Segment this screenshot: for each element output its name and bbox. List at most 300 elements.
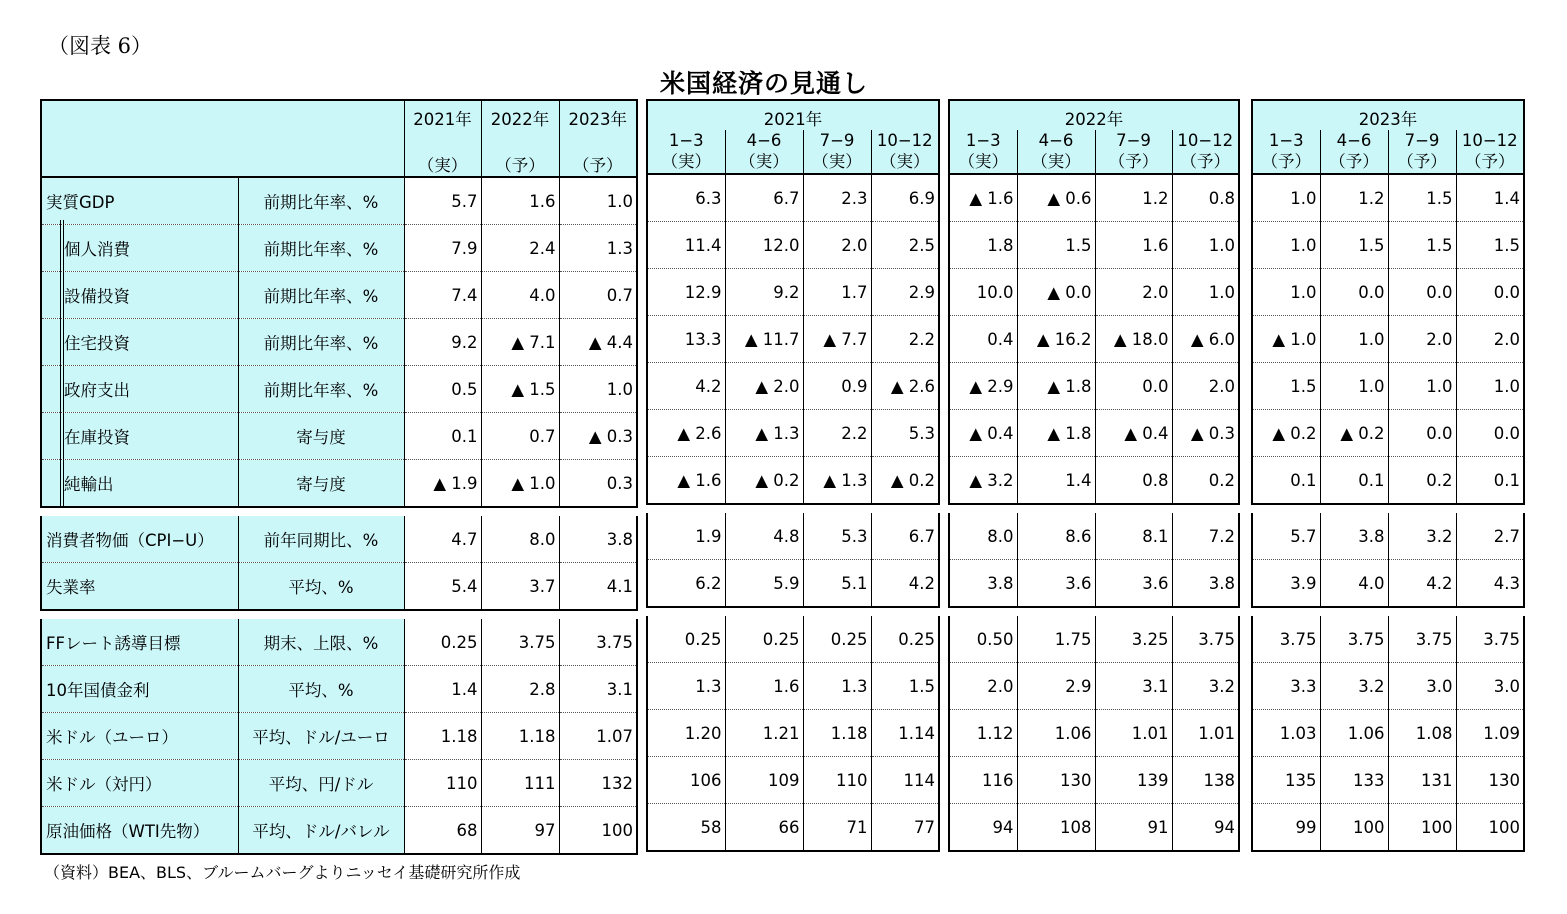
table-row — [949, 363, 1239, 410]
annual-value-cell: 0.3 — [559, 460, 637, 508]
row-label: 在庫投資 — [41, 413, 238, 460]
annual-value-cell: ▲ 7.1 — [481, 319, 559, 366]
quarter-value-cell: ▲ 0.4 — [1095, 410, 1172, 457]
quarter-value-cell: 1.5 — [1320, 222, 1388, 269]
annual-year-label: 2021年 — [413, 110, 472, 129]
quarter-value-cell: 100 — [1388, 804, 1456, 852]
quarter-value-cell: 94 — [949, 804, 1017, 852]
quarter-value-cell: 0.0 — [1320, 269, 1388, 316]
quarter-value-cell: 1.2 — [1095, 174, 1172, 222]
quarter-value-cell: 1.9 — [647, 513, 725, 560]
quarter-value-cell: 1.03 — [1252, 710, 1320, 757]
quarter-status: （予） — [1465, 152, 1515, 171]
row-unit: 寄与度 — [238, 460, 404, 508]
annual-value-cell: 100 — [559, 807, 637, 855]
quarter-value-cell: 139 — [1095, 757, 1172, 804]
quarter-value-cell: 1.06 — [1320, 710, 1388, 757]
quarter-value-cell: 8.1 — [1095, 513, 1172, 560]
quarter-status: （実） — [739, 152, 789, 171]
quarter-value-cell: 6.9 — [871, 174, 939, 222]
row-unit: 平均、円/ドル — [238, 760, 404, 807]
quarter-value-cell: 1.3 — [647, 663, 725, 710]
quarter-value-cell: 130 — [1456, 757, 1524, 804]
quarter-value-cell: 3.2 — [1172, 663, 1239, 710]
quarter-value-cell: ▲ 0.6 — [1017, 174, 1095, 222]
quarter-value-cell: 1.01 — [1095, 710, 1172, 757]
annual-value-cell: 5.7 — [404, 177, 481, 225]
table-row — [647, 663, 939, 710]
annual-value-cell: 1.07 — [559, 713, 637, 760]
quarter-value-cell: 8.0 — [949, 513, 1017, 560]
quarter-value-cell: 7.2 — [1172, 513, 1239, 560]
quarter-value-cell: 1.0 — [1172, 269, 1239, 316]
annual-value-cell: ▲ 4.4 — [559, 319, 637, 366]
quarter-value-cell: 100 — [1320, 804, 1388, 852]
annual-table — [40, 99, 638, 855]
table-row — [647, 457, 939, 505]
quarter-value-cell: 0.4 — [949, 316, 1017, 363]
quarter-value-cell: ▲ 1.6 — [647, 457, 725, 505]
table-row — [949, 174, 1239, 222]
table-row — [647, 363, 939, 410]
annual-header-0 — [404, 100, 481, 177]
annual-value-cell: 111 — [481, 760, 559, 807]
quarter-status: （実） — [958, 152, 1008, 171]
quarter-value-cell: 0.50 — [949, 616, 1017, 663]
table-row — [949, 560, 1239, 608]
quarter-value-cell: 1.7 — [803, 269, 871, 316]
annual-value-cell: 1.4 — [404, 666, 481, 713]
quarter-value-cell: 5.1 — [803, 560, 871, 608]
quarter-value-cell: 8.6 — [1017, 513, 1095, 560]
table-row — [1252, 174, 1524, 222]
quarter-value-cell: 9.2 — [725, 269, 803, 316]
row-unit: 平均、ドル/ユーロ — [238, 713, 404, 760]
table-row — [949, 757, 1239, 804]
table-row — [41, 460, 637, 508]
quarter-value-cell: 6.7 — [725, 174, 803, 222]
quarter-value-cell: 100 — [1456, 804, 1524, 852]
quarter-value-cell: ▲ 0.2 — [871, 457, 939, 505]
table-row — [1252, 410, 1524, 457]
quarter-value-cell: 1.01 — [1172, 710, 1239, 757]
annual-value-cell: 97 — [481, 807, 559, 855]
quarter-value-cell: 2.0 — [1456, 316, 1524, 363]
quarter-value-cell: ▲ 1.8 — [1017, 363, 1095, 410]
quarter-value-cell: 1.5 — [871, 663, 939, 710]
annual-value-cell: 0.1 — [404, 413, 481, 460]
quarter-value-cell: 3.2 — [1388, 513, 1456, 560]
quarter-value-cell: 5.3 — [803, 513, 871, 560]
table-row — [41, 177, 637, 225]
table-row — [949, 457, 1239, 505]
quarter-value-cell: ▲ 1.3 — [725, 410, 803, 457]
annual-value-cell: 0.7 — [559, 272, 637, 319]
quarter-value-cell: ▲ 1.3 — [803, 457, 871, 505]
row-label: 政府支出 — [41, 366, 238, 413]
quarter-label: 1−3 — [668, 131, 704, 150]
annual-value-cell: ▲ 0.3 — [559, 413, 637, 460]
quarter-value-cell: 58 — [647, 804, 725, 852]
annual-year-label: 2023年 — [568, 110, 627, 129]
quarter-value-cell: 91 — [1095, 804, 1172, 852]
table-row — [949, 222, 1239, 269]
table-row — [1252, 757, 1524, 804]
row-label: 住宅投資 — [41, 319, 238, 366]
quarter-value-cell: 2.9 — [871, 269, 939, 316]
quarter-value-cell: 3.75 — [1172, 616, 1239, 663]
quarter-value-cell: 4.2 — [1388, 560, 1456, 608]
quarter-value-cell: 1.5 — [1252, 363, 1320, 410]
annual-year-label: 2022年 — [490, 110, 550, 129]
quarter-value-cell: 0.0 — [1456, 269, 1524, 316]
table-row — [647, 710, 939, 757]
row-label: 失業率 — [41, 563, 238, 611]
quarter-value-cell: 1.3 — [803, 663, 871, 710]
row-label: 米ドル（ユーロ） — [41, 713, 238, 760]
quarter-value-cell: ▲ 11.7 — [725, 316, 803, 363]
annual-value-cell: ▲ 1.0 — [481, 460, 559, 508]
table-row — [647, 560, 939, 608]
quarter-label: 10−12 — [876, 131, 933, 150]
table-row — [647, 757, 939, 804]
annual-value-cell: 5.4 — [404, 563, 481, 611]
table-row — [41, 619, 637, 666]
quarter-value-cell: ▲ 7.7 — [803, 316, 871, 363]
row-unit: 前期比年率、% — [238, 319, 404, 366]
row-label: 原油価格（WTI先物） — [41, 807, 238, 855]
table-row — [1252, 316, 1524, 363]
quarter-value-cell: 1.0 — [1172, 222, 1239, 269]
quarter-value-cell: 5.9 — [725, 560, 803, 608]
quarter-value-cell: 3.2 — [1320, 663, 1388, 710]
row-label: 米ドル（対円） — [41, 760, 238, 807]
quarter-label: 10−12 — [1177, 131, 1234, 150]
table-row — [1252, 560, 1524, 608]
table-row — [647, 222, 939, 269]
quarter-value-cell: 3.8 — [1172, 560, 1239, 608]
quarter-value-cell: 1.08 — [1388, 710, 1456, 757]
quarter-label: 7−9 — [1116, 131, 1151, 150]
quarter-status: （実） — [661, 152, 711, 171]
table-row — [647, 804, 939, 852]
row-label: 実質GDP — [41, 177, 238, 225]
quarter-value-cell: 2.0 — [803, 222, 871, 269]
quarter-value-cell: 4.2 — [871, 560, 939, 608]
quarter-value-cell: 1.75 — [1017, 616, 1095, 663]
quarter-value-cell: 1.09 — [1456, 710, 1524, 757]
quarter-value-cell: ▲ 2.6 — [647, 410, 725, 457]
quarter-value-cell: 1.06 — [1017, 710, 1095, 757]
quarter-header — [725, 130, 803, 174]
quarter-value-cell: 0.9 — [803, 363, 871, 410]
row-unit: 前期比年率、% — [238, 177, 404, 225]
table-row — [1252, 457, 1524, 505]
table-row — [949, 616, 1239, 663]
table-row — [1252, 710, 1524, 757]
quarter-value-cell: 94 — [1172, 804, 1239, 852]
annual-value-cell: 7.4 — [404, 272, 481, 319]
quarter-value-cell: 1.0 — [1252, 269, 1320, 316]
quarter-value-cell: 3.75 — [1320, 616, 1388, 663]
quarter-value-cell: ▲ 0.2 — [1252, 410, 1320, 457]
quarter-value-cell: 114 — [871, 757, 939, 804]
table-row — [949, 513, 1239, 560]
quarter-value-cell: 2.2 — [871, 316, 939, 363]
quarter-value-cell: 2.0 — [1388, 316, 1456, 363]
quarter-group-year: 2022年 — [949, 100, 1239, 130]
annual-header-1 — [481, 100, 559, 177]
quarter-value-cell: 1.8 — [949, 222, 1017, 269]
table-row — [647, 269, 939, 316]
quarter-value-cell: 0.2 — [1388, 457, 1456, 505]
quarter-value-cell: 4.2 — [647, 363, 725, 410]
quarter-value-cell: 13.3 — [647, 316, 725, 363]
page-title: 米国経済の見通し — [660, 69, 869, 98]
row-label: 10年国債金利 — [41, 666, 238, 713]
row-unit: 前年同期比、% — [238, 516, 404, 563]
row-unit: 期末、上限、% — [238, 619, 404, 666]
row-unit: 前期比年率、% — [238, 272, 404, 319]
annual-value-cell: 1.0 — [559, 177, 637, 225]
quarter-value-cell: ▲ 0.0 — [1017, 269, 1095, 316]
quarter-value-cell: 1.6 — [725, 663, 803, 710]
quarter-value-cell: 77 — [871, 804, 939, 852]
annual-status-label: （実） — [417, 156, 468, 175]
quarter-value-cell: 1.12 — [949, 710, 1017, 757]
row-unit: 平均、% — [238, 666, 404, 713]
quarter-value-cell: 1.18 — [803, 710, 871, 757]
quarter-value-cell: 10.0 — [949, 269, 1017, 316]
quarter-label: 1−3 — [965, 131, 1001, 150]
quarter-value-cell: 1.0 — [1252, 222, 1320, 269]
quarter-value-cell: ▲ 18.0 — [1095, 316, 1172, 363]
quarter-value-cell: ▲ 1.8 — [1017, 410, 1095, 457]
row-label: 個人消費 — [41, 225, 238, 272]
quarter-header — [1095, 130, 1172, 174]
table-row — [41, 516, 637, 563]
annual-value-cell: 3.1 — [559, 666, 637, 713]
quarter-value-cell: 0.0 — [1095, 363, 1172, 410]
quarter-value-cell: 3.6 — [1017, 560, 1095, 608]
row-unit: 平均、% — [238, 563, 404, 611]
quarter-value-cell: 0.8 — [1172, 174, 1239, 222]
quarter-label: 7−9 — [1404, 131, 1440, 150]
quarter-value-cell: 71 — [803, 804, 871, 852]
annual-value-cell: 3.8 — [559, 516, 637, 563]
table-row — [41, 760, 637, 807]
quarter-value-cell: 1.14 — [871, 710, 939, 757]
quarter-value-cell: 4.0 — [1320, 560, 1388, 608]
annual-value-cell: ▲ 1.5 — [481, 366, 559, 413]
quarter-value-cell: 3.75 — [1456, 616, 1524, 663]
subcomponent-bracket — [60, 220, 64, 508]
quarter-value-cell: 12.0 — [725, 222, 803, 269]
quarter-value-cell: 0.0 — [1388, 269, 1456, 316]
annual-value-cell: 0.7 — [481, 413, 559, 460]
quarter-value-cell: 1.0 — [1388, 363, 1456, 410]
quarter-value-cell: ▲ 0.2 — [725, 457, 803, 505]
quarterly-table-2022 — [948, 99, 1240, 852]
annual-value-cell: 4.0 — [481, 272, 559, 319]
table-row — [41, 713, 637, 760]
quarter-status: （実） — [1031, 152, 1081, 171]
quarter-value-cell: 131 — [1388, 757, 1456, 804]
quarter-value-cell: 3.0 — [1388, 663, 1456, 710]
quarter-value-cell: 3.3 — [1252, 663, 1320, 710]
table-row — [949, 710, 1239, 757]
quarter-value-cell: 1.4 — [1456, 174, 1524, 222]
quarter-value-cell: 0.1 — [1320, 457, 1388, 505]
quarter-value-cell: 2.2 — [803, 410, 871, 457]
quarter-value-cell: 2.5 — [871, 222, 939, 269]
table-row — [41, 272, 637, 319]
annual-value-cell: 132 — [559, 760, 637, 807]
quarter-header — [1252, 130, 1320, 174]
quarter-value-cell: 6.7 — [871, 513, 939, 560]
quarter-value-cell: 5.7 — [1252, 513, 1320, 560]
table-row — [1252, 804, 1524, 852]
quarter-value-cell: 1.0 — [1252, 174, 1320, 222]
quarter-value-cell: 1.0 — [1456, 363, 1524, 410]
quarter-value-cell: 1.5 — [1388, 174, 1456, 222]
quarter-value-cell: 2.0 — [1095, 269, 1172, 316]
table-row — [41, 225, 637, 272]
table-row — [949, 804, 1239, 852]
quarter-value-cell: ▲ 2.0 — [725, 363, 803, 410]
quarter-value-cell: 2.0 — [949, 663, 1017, 710]
quarter-value-cell: 3.6 — [1095, 560, 1172, 608]
annual-value-cell: 1.18 — [481, 713, 559, 760]
row-unit: 寄与度 — [238, 413, 404, 460]
quarter-status: （予） — [1329, 152, 1379, 171]
quarter-label: 4−6 — [746, 131, 782, 150]
quarter-value-cell: 1.0 — [1320, 316, 1388, 363]
source-note: （資料）BEA、BLS、ブルームバーグよりニッセイ基礎研究所作成 — [44, 863, 521, 882]
quarter-status: （実） — [812, 152, 862, 171]
quarter-header — [1388, 130, 1456, 174]
quarter-value-cell: 0.8 — [1095, 457, 1172, 505]
table-row — [647, 316, 939, 363]
quarter-value-cell: ▲ 0.4 — [949, 410, 1017, 457]
quarter-value-cell: 1.21 — [725, 710, 803, 757]
quarter-status: （予） — [1397, 152, 1447, 171]
quarter-value-cell: ▲ 2.6 — [871, 363, 939, 410]
header-blank — [41, 100, 404, 177]
table-row — [41, 413, 637, 460]
quarter-label: 4−6 — [1336, 131, 1372, 150]
quarter-value-cell: 0.1 — [1456, 457, 1524, 505]
quarter-header — [1456, 130, 1524, 174]
quarter-value-cell: 11.4 — [647, 222, 725, 269]
annual-header-2 — [559, 100, 637, 177]
quarter-value-cell: 3.0 — [1456, 663, 1524, 710]
row-label: 純輸出 — [41, 460, 238, 508]
annual-status-label: （予） — [495, 156, 545, 175]
quarter-value-cell: 6.3 — [647, 174, 725, 222]
table-row — [41, 666, 637, 713]
annual-value-cell: 3.7 — [481, 563, 559, 611]
quarter-value-cell: ▲ 6.0 — [1172, 316, 1239, 363]
table-row — [647, 513, 939, 560]
quarter-value-cell: 2.3 — [803, 174, 871, 222]
quarter-value-cell: 0.0 — [1456, 410, 1524, 457]
quarter-value-cell: ▲ 1.6 — [949, 174, 1017, 222]
row-label: 消費者物価（CPI−U） — [41, 516, 238, 563]
table-row — [41, 366, 637, 413]
quarter-value-cell: ▲ 2.9 — [949, 363, 1017, 410]
quarter-header — [1017, 130, 1095, 174]
quarter-value-cell: 108 — [1017, 804, 1095, 852]
quarter-value-cell: 5.3 — [871, 410, 939, 457]
annual-value-cell: 1.6 — [481, 177, 559, 225]
quarter-value-cell: 2.9 — [1017, 663, 1095, 710]
quarter-value-cell: ▲ 16.2 — [1017, 316, 1095, 363]
annual-value-cell: 4.7 — [404, 516, 481, 563]
quarter-value-cell: 0.1 — [1252, 457, 1320, 505]
annual-value-cell: ▲ 1.9 — [404, 460, 481, 508]
quarter-value-cell: 130 — [1017, 757, 1095, 804]
quarter-value-cell: 99 — [1252, 804, 1320, 852]
quarter-header — [1320, 130, 1388, 174]
table-row — [1252, 363, 1524, 410]
table-row — [949, 410, 1239, 457]
quarter-value-cell: 1.5 — [1017, 222, 1095, 269]
quarter-status: （実） — [880, 152, 930, 171]
annual-value-cell: 1.3 — [559, 225, 637, 272]
quarter-value-cell: 1.5 — [1456, 222, 1524, 269]
table-row — [1252, 513, 1524, 560]
quarter-value-cell: ▲ 0.2 — [1320, 410, 1388, 457]
table-row — [647, 410, 939, 457]
table-row — [41, 563, 637, 611]
figure-label: （図表 6） — [48, 34, 153, 58]
quarter-value-cell: 4.8 — [725, 513, 803, 560]
quarter-value-cell: 3.75 — [1388, 616, 1456, 663]
table-row — [949, 316, 1239, 363]
annual-value-cell: 3.75 — [559, 619, 637, 666]
table-row — [41, 807, 637, 855]
annual-value-cell: 7.9 — [404, 225, 481, 272]
quarter-label: 1−3 — [1268, 131, 1304, 150]
annual-value-cell: 0.5 — [404, 366, 481, 413]
quarter-header — [647, 130, 725, 174]
quarter-value-cell: 3.1 — [1095, 663, 1172, 710]
table-row — [647, 174, 939, 222]
quarter-value-cell: 3.9 — [1252, 560, 1320, 608]
table-row — [1252, 663, 1524, 710]
quarter-group-year: 2023年 — [1252, 100, 1524, 130]
annual-value-cell: 4.1 — [559, 563, 637, 611]
quarter-value-cell: 0.0 — [1388, 410, 1456, 457]
quarter-value-cell: ▲ 0.3 — [1172, 410, 1239, 457]
quarter-value-cell: 110 — [803, 757, 871, 804]
quarter-value-cell: 135 — [1252, 757, 1320, 804]
quarter-label: 10−12 — [1461, 131, 1518, 150]
quarter-status: （予） — [1108, 152, 1159, 171]
quarter-value-cell: 106 — [647, 757, 725, 804]
quarter-value-cell: 1.20 — [647, 710, 725, 757]
quarter-header — [871, 130, 939, 174]
quarter-value-cell: 4.3 — [1456, 560, 1524, 608]
annual-value-cell: 110 — [404, 760, 481, 807]
table-row — [949, 663, 1239, 710]
quarter-status: （予） — [1180, 152, 1230, 171]
quarter-label: 7−9 — [819, 131, 855, 150]
quarter-status: （予） — [1261, 152, 1311, 171]
quarter-value-cell: 6.2 — [647, 560, 725, 608]
table-row — [647, 616, 939, 663]
